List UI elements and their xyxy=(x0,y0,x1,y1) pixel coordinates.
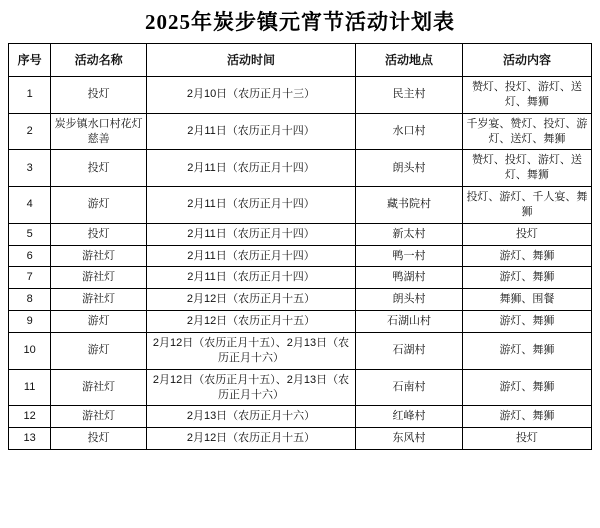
cell-name: 游社灯 xyxy=(51,406,147,428)
table-row xyxy=(9,369,592,406)
table-row xyxy=(9,406,592,428)
cell-index: 7 xyxy=(9,267,51,289)
table-row xyxy=(9,223,592,245)
cell-name: 游社灯 xyxy=(51,245,147,267)
page-title: 2025年炭步镇元宵节活动计划表 xyxy=(145,10,455,34)
table-row xyxy=(9,187,592,224)
cell-place: 朗头村 xyxy=(356,289,463,311)
cell-time: 2月11日（农历正月十四） xyxy=(146,223,355,245)
column-header-name: 活动名称 xyxy=(51,44,147,77)
cell-index: 2 xyxy=(9,113,51,150)
cell-content: 投灯 xyxy=(462,223,591,245)
activity-schedule-table xyxy=(8,43,592,450)
cell-place: 鸭一村 xyxy=(356,245,463,267)
cell-name: 投灯 xyxy=(51,223,147,245)
cell-place: 石湖山村 xyxy=(356,311,463,333)
cell-place: 鸭湖村 xyxy=(356,267,463,289)
cell-name: 游社灯 xyxy=(51,267,147,289)
cell-index: 4 xyxy=(9,187,51,224)
cell-time: 2月11日（农历正月十四） xyxy=(146,187,355,224)
cell-time: 2月11日（农历正月十四） xyxy=(146,267,355,289)
cell-place: 石湖村 xyxy=(356,332,463,369)
table-header-row xyxy=(9,44,592,77)
cell-index: 5 xyxy=(9,223,51,245)
cell-content: 游灯、舞狮 xyxy=(462,369,591,406)
table-row xyxy=(9,77,592,114)
cell-index: 13 xyxy=(9,428,51,450)
cell-index: 10 xyxy=(9,332,51,369)
cell-time: 2月11日（农历正月十四） xyxy=(146,150,355,187)
table-row xyxy=(9,150,592,187)
cell-content: 游灯、舞狮 xyxy=(462,267,591,289)
cell-content: 游灯、舞狮 xyxy=(462,245,591,267)
cell-place: 新太村 xyxy=(356,223,463,245)
cell-name: 炭步镇水口村花灯慈善 xyxy=(51,113,147,150)
cell-time: 2月10日（农历正月十三） xyxy=(146,77,355,114)
cell-content: 投灯、游灯、千人宴、舞狮 xyxy=(462,187,591,224)
cell-place: 藏书院村 xyxy=(356,187,463,224)
cell-content: 投灯 xyxy=(462,428,591,450)
cell-content: 赞灯、投灯、游灯、送灯、舞狮 xyxy=(462,150,591,187)
cell-index: 9 xyxy=(9,311,51,333)
column-header-content: 活动内容 xyxy=(462,44,591,77)
cell-content: 千岁宴、赞灯、投灯、游灯、送灯、舞狮 xyxy=(462,113,591,150)
cell-time: 2月12日（农历正月十五）、2月13日（农历正月十六） xyxy=(146,332,355,369)
cell-place: 石南村 xyxy=(356,369,463,406)
cell-place: 水口村 xyxy=(356,113,463,150)
cell-time: 2月12日（农历正月十五） xyxy=(146,289,355,311)
cell-index: 11 xyxy=(9,369,51,406)
cell-name: 投灯 xyxy=(51,150,147,187)
cell-index: 1 xyxy=(9,77,51,114)
table-row xyxy=(9,289,592,311)
cell-name: 投灯 xyxy=(51,428,147,450)
cell-time: 2月12日（农历正月十五） xyxy=(146,311,355,333)
column-header-place: 活动地点 xyxy=(356,44,463,77)
cell-name: 投灯 xyxy=(51,77,147,114)
cell-time: 2月12日（农历正月十五）、2月13日（农历正月十六） xyxy=(146,369,355,406)
table-row xyxy=(9,311,592,333)
column-header-index: 序号 xyxy=(9,44,51,77)
cell-content: 游灯、舞狮 xyxy=(462,406,591,428)
cell-content: 游灯、舞狮 xyxy=(462,332,591,369)
cell-index: 6 xyxy=(9,245,51,267)
cell-place: 朗头村 xyxy=(356,150,463,187)
cell-place: 东风村 xyxy=(356,428,463,450)
table-row xyxy=(9,113,592,150)
table-row xyxy=(9,245,592,267)
cell-name: 游灯 xyxy=(51,332,147,369)
cell-index: 8 xyxy=(9,289,51,311)
table-row xyxy=(9,428,592,450)
cell-content: 舞狮、围餐 xyxy=(462,289,591,311)
cell-name: 游社灯 xyxy=(51,369,147,406)
cell-place: 红峰村 xyxy=(356,406,463,428)
cell-name: 游灯 xyxy=(51,187,147,224)
table-row xyxy=(9,332,592,369)
column-header-time: 活动时间 xyxy=(146,44,355,77)
cell-time: 2月11日（农历正月十四） xyxy=(146,245,355,267)
cell-name: 游社灯 xyxy=(51,289,147,311)
cell-name: 游灯 xyxy=(51,311,147,333)
cell-index: 12 xyxy=(9,406,51,428)
table-row xyxy=(9,267,592,289)
cell-time: 2月11日（农历正月十四） xyxy=(146,113,355,150)
cell-time: 2月13日（农历正月十六） xyxy=(146,406,355,428)
cell-content: 赞灯、投灯、游灯、送灯、舞狮 xyxy=(462,77,591,114)
cell-content: 游灯、舞狮 xyxy=(462,311,591,333)
cell-time: 2月12日（农历正月十五） xyxy=(146,428,355,450)
cell-place: 民主村 xyxy=(356,77,463,114)
cell-index: 3 xyxy=(9,150,51,187)
